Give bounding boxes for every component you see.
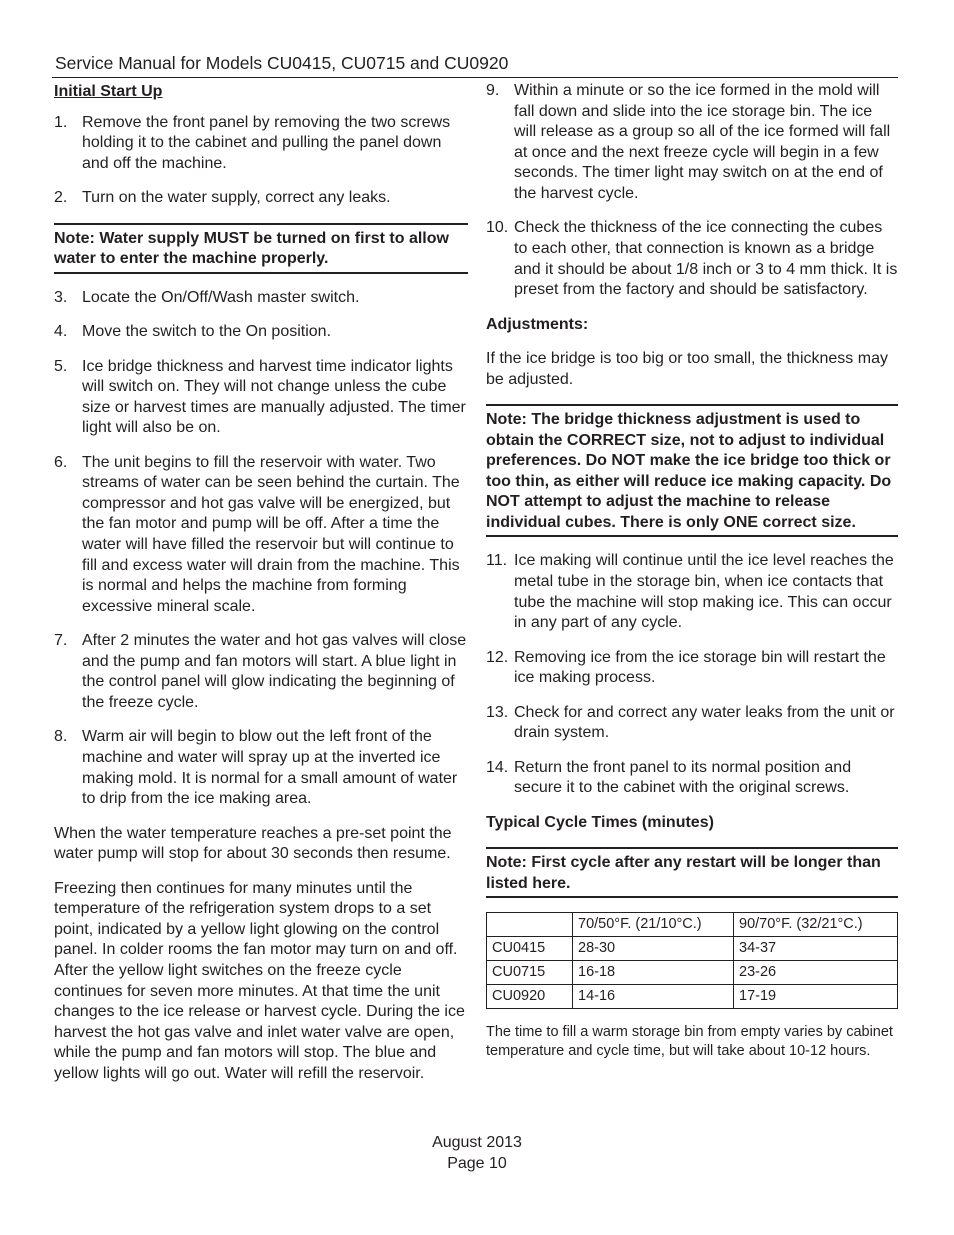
list-item	[54, 631, 468, 713]
list-item-text: Move the switch to the On position.	[82, 323, 332, 341]
list-item	[486, 648, 898, 689]
list-item-text: Return the front panel to its normal position and secure it to the cabinet with the original screws.	[514, 758, 852, 797]
list-item	[54, 288, 468, 309]
cycle-times-table	[486, 912, 898, 1009]
list-item-number: 6.	[54, 453, 68, 471]
table-cell: 16-18	[573, 961, 734, 985]
list-item-number: 3.	[54, 288, 68, 306]
list-item-text: After 2 minutes the water and hot gas valves will close and the pump and fan motors will start. A blue light in the control panel will glow indicating the beginning of the freeze cycle.	[82, 632, 467, 712]
list-item	[54, 113, 468, 175]
note-first-cycle: Note: First cycle after any restart will be longer than listed here.	[486, 847, 898, 898]
left-column	[54, 82, 468, 1098]
list-item	[54, 727, 468, 809]
list-item-text: Locate the On/Off/Wash master switch.	[82, 288, 360, 306]
list-item-number: 4.	[54, 323, 68, 341]
adjustments-heading: Adjustments:	[486, 315, 589, 333]
list-item	[486, 218, 898, 300]
table-row	[487, 985, 898, 1009]
table-header-row	[487, 913, 898, 937]
list-item-number: 12.	[486, 648, 509, 666]
list-item-number: 1.	[54, 113, 68, 131]
document-header-title: Service Manual for Models CU0415, CU0715 and CU0920	[55, 53, 509, 73]
note-water-supply: Note: Water supply MUST be turned on first to allow water to enter the machine properly.	[54, 223, 468, 274]
section-title-initial-start-up: Initial Start Up	[54, 83, 163, 100]
header-rule	[52, 77, 898, 78]
page-number: Page 10	[447, 1155, 507, 1172]
table-row	[487, 937, 898, 961]
table-cell: CU0715	[487, 961, 573, 985]
list-item-number: 14.	[486, 758, 509, 776]
paragraph-water-temperature: When the water temperature reaches a pre-set point the water pump will stop for about 30 seconds then resume.	[54, 824, 452, 863]
list-item-text: Turn on the water supply, correct any leaks.	[82, 189, 391, 207]
list-item	[486, 703, 898, 744]
list-item-number: 5.	[54, 357, 68, 375]
list-item	[54, 322, 468, 343]
table-cell: 34-37	[734, 937, 898, 961]
list-item-text: Ice bridge thickness and harvest time indicator lights will switch on. They will not change unless the cube size or harvest times are manually adjusted. The timer light will also be on.	[82, 357, 466, 437]
list-item-number: 2.	[54, 189, 68, 207]
list-item-number: 9.	[486, 82, 500, 99]
list-item-number: 10.	[486, 219, 509, 237]
table-cell: 28-30	[573, 937, 734, 961]
table-header-cell: 70/50°F. (21/10°C.)	[573, 913, 734, 937]
list-item-number: 13.	[486, 703, 509, 721]
table-header-cell	[487, 913, 573, 937]
paragraph-freezing: Freezing then continues for many minutes until the temperature of the refrigeration system drops to a set point, indicated by a yellow light glowing on the control panel. In colder rooms the fan motor may turn on and off. After the yellow light switches on the freeze cycle continues for seven more minutes. At that time the unit changes to the ice release or harvest cycle. During the ice harvest the hot gas valve and inlet water valve are open, while the pump and fan motors will stop. The blue and yellow lights will go out. Water will refill the reservoir.	[54, 879, 465, 1082]
list-item-text: Ice making will continue until the ice level reaches the metal tube in the storage bin, when ice contacts that tube the machine will stop making ice. This can occur in any part of any cycle.	[514, 552, 894, 632]
list-item-text: Within a minute or so the ice formed in the mold will fall down and slide into the ice storage bin. The ice will release as a group so all of the ice formed will fall at once and the next freeze cycle will begin in a few seconds. The timer light may switch on at the end of the harvest cycle.	[514, 82, 891, 202]
table-row	[487, 961, 898, 985]
table-header-cell: 90/70°F. (32/21°C.)	[734, 913, 898, 937]
footnote-fill-time: The time to fill a warm storage bin from empty varies by cabinet temperature and cycle time, but will take about 10-12 hours.	[486, 1024, 893, 1060]
adjustments-text: If the ice bridge is too big or too small, the thickness may be adjusted.	[486, 349, 888, 388]
note-bridge-thickness: Note: The bridge thickness adjustment is used to obtain the CORRECT size, not to adjust to individual preferences. Do NOT make the ice bridge too thick or too thin, as either will reduce ice making capacity. Do NOT attempt to adjust the machine to release individual cubes. There is only ONE correct size.	[486, 404, 898, 538]
list-item-number: 8.	[54, 728, 68, 746]
list-item	[486, 758, 898, 799]
list-item-number: 11.	[486, 552, 508, 570]
list-item-number: 7.	[54, 632, 68, 650]
table-cell: CU0920	[487, 985, 573, 1009]
list-item	[54, 357, 468, 439]
list-item	[54, 188, 468, 209]
list-item	[54, 453, 468, 618]
list-item-text: Removing ice from the ice storage bin will restart the ice making process.	[514, 648, 886, 687]
table-cell: 17-19	[734, 985, 898, 1009]
list-item-text: Remove the front panel by removing the two screws holding it to the cabinet and pulling the panel down and off the machine.	[82, 113, 451, 172]
list-item-text: Check the thickness of the ice connecting the cubes to each other, that connection is known as a bridge and it should be about 1/8 inch or 3 to 4 mm thick. It is preset from the factory and should be satisfactory.	[514, 219, 898, 299]
table-cell: 23-26	[734, 961, 898, 985]
list-item-text: Warm air will begin to blow out the left front of the machine and water will spray up at the inverted ice making mold. It is normal for a small amount of water to drip from the ice making area.	[82, 728, 458, 808]
list-item-text: The unit begins to fill the reservoir with water. Two streams of water can be seen behind the curtain. The compressor and hot gas valve will be energized, but the fan motor and pump will be off. After a time the water will have filled the reservoir but will continue to fill and excess water will drain from the machine. This is normal and helps the machine from forming excessive mineral scale.	[82, 453, 460, 615]
footer-date: August 2013	[432, 1134, 522, 1151]
list-item	[486, 81, 898, 205]
page-footer	[0, 1132, 954, 1174]
cycle-times-heading: Typical Cycle Times (minutes)	[486, 813, 714, 831]
list-item	[486, 551, 898, 633]
table-cell: CU0415	[487, 937, 573, 961]
list-item-text: Check for and correct any water leaks from the unit or drain system.	[514, 703, 895, 742]
table-cell: 14-16	[573, 985, 734, 1009]
right-column	[486, 81, 898, 1061]
